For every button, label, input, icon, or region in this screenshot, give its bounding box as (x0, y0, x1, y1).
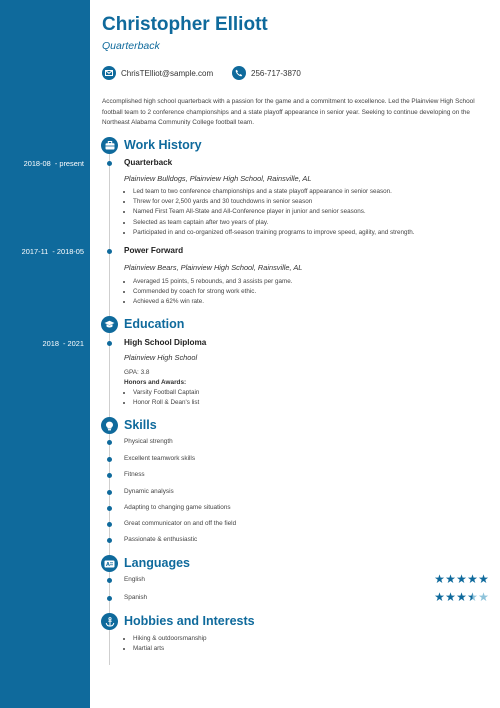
section-title-skills: Skills (124, 418, 157, 432)
job-1-bullets (133, 187, 415, 238)
list-item: • Selected as team captain after two years of play. (133, 218, 415, 228)
section-title-work-history: Work History (124, 138, 202, 152)
star-icon: ★ (478, 590, 489, 604)
section-title-languages: Languages (124, 556, 190, 570)
education-gpa: GPA: 3.8 (124, 369, 150, 376)
list-item: • Threw for over 2,500 yards and 30 touchdowns in senior season (133, 197, 415, 207)
timeline-dot (107, 249, 112, 254)
section-title-education: Education (124, 317, 185, 331)
timeline-dot (107, 440, 112, 445)
education-school: Plainview High School (124, 353, 198, 362)
star-icon: ★ (445, 572, 456, 586)
list-item: • Averaged 15 points, 5 rebounds, and 3 assists per game. (133, 277, 293, 287)
language-rating (434, 591, 489, 603)
timeline-dot (107, 578, 112, 583)
candidate-title: Quarterback (102, 40, 160, 52)
honors-label: Honors and Awards: (124, 379, 187, 386)
timeline-dot (107, 522, 112, 527)
email-text: ChrisTElliot@sample.com (121, 68, 214, 78)
timeline-dot (107, 473, 112, 478)
list-item: • Varsity Football Captain (133, 388, 199, 398)
timeline-dot (107, 490, 112, 495)
list-item: • Martial arts (133, 644, 207, 654)
job-2-dates: 2017-11 - 2018-05 (21, 247, 84, 256)
svg-text:A: A (106, 561, 110, 568)
list-item: • Named First Team All-State and All-Conference player in junior and senior seasons. (133, 207, 415, 217)
skill-item: Adapting to changing game situations (124, 504, 231, 511)
briefcase-icon (101, 137, 118, 154)
list-item: • Achieved a 62% win rate. (133, 297, 293, 307)
job-2-title: Power Forward (124, 246, 184, 255)
language-icon (101, 555, 118, 572)
job-2-bullets (133, 277, 293, 308)
education-dates: 2018 - 2021 (42, 339, 84, 348)
envelope-icon (102, 66, 116, 80)
star-icon: ★ (456, 572, 467, 586)
sidebar (0, 0, 90, 708)
job-1-company: Plainview Bulldogs, Plainview High School, Rainsville, AL (124, 174, 312, 183)
job-1-title: Quarterback (124, 158, 173, 167)
timeline-dot (107, 341, 112, 346)
star-icon: ★ (456, 590, 467, 604)
star-icon: ★ (467, 590, 478, 604)
list-item: • Honor Roll & Dean's list (133, 398, 199, 408)
education-degree: High School Diploma (124, 338, 207, 347)
graduation-cap-icon (101, 316, 118, 333)
skill-item: Passionate & enthusiastic (124, 536, 198, 543)
star-icon: ★ (478, 572, 489, 586)
summary: Accomplished high school quarterback with a passion for the game and a commitment to excellence. Led the Plainview High School football team to 2 conference championships and a state playoff appearance in senior year. Seeking to continue developing on the Northeast Alabama Community College football team. (102, 98, 475, 127)
list-item: • Hiking & outdoorsmanship (133, 634, 207, 644)
skill-item: Great communicator on and off the field (124, 520, 237, 527)
timeline-dot (107, 161, 112, 166)
list-item: • Participated in and co-organized off-season training programs to improve speed, agility, and strength. (133, 228, 415, 238)
list-item: • Commended by coach for strong work ethic. (133, 287, 293, 297)
language-name: Spanish (124, 594, 148, 601)
skill-item: Dynamic analysis (124, 488, 174, 495)
honors-list (133, 388, 199, 408)
star-icon: ★ (445, 590, 456, 604)
candidate-name: Christopher Elliott (102, 14, 268, 35)
timeline-dot (107, 596, 112, 601)
timeline-dot (107, 538, 112, 543)
timeline-line (109, 140, 110, 665)
job-2-company: Plainview Bears, Plainview High School, Rainsville, AL (124, 263, 303, 272)
lightbulb-icon (101, 417, 118, 434)
section-title-hobbies: Hobbies and Interests (124, 614, 255, 628)
hobbies-list (133, 634, 207, 654)
skill-item: Excellent teamwork skills (124, 455, 196, 462)
star-icon: ★ (467, 572, 478, 586)
star-icon: ★ (434, 590, 445, 604)
list-item: • Led team to two conference championships and a state playoff appearance in senior season. (133, 187, 415, 197)
language-name: English (124, 576, 145, 583)
language-rating (434, 573, 489, 585)
job-1-dates: 2018-08 - present (23, 159, 84, 168)
timeline-dot (107, 457, 112, 462)
email-contact[interactable] (102, 66, 213, 80)
phone-contact[interactable] (232, 66, 301, 80)
anchor-icon (101, 613, 118, 630)
timeline-dot (107, 506, 112, 511)
skill-item: Fitness (124, 471, 145, 478)
skill-item: Physical strength (124, 438, 173, 445)
star-icon: ★ (434, 572, 445, 586)
phone-icon (232, 66, 246, 80)
phone-text: 256-717-3870 (251, 68, 301, 78)
